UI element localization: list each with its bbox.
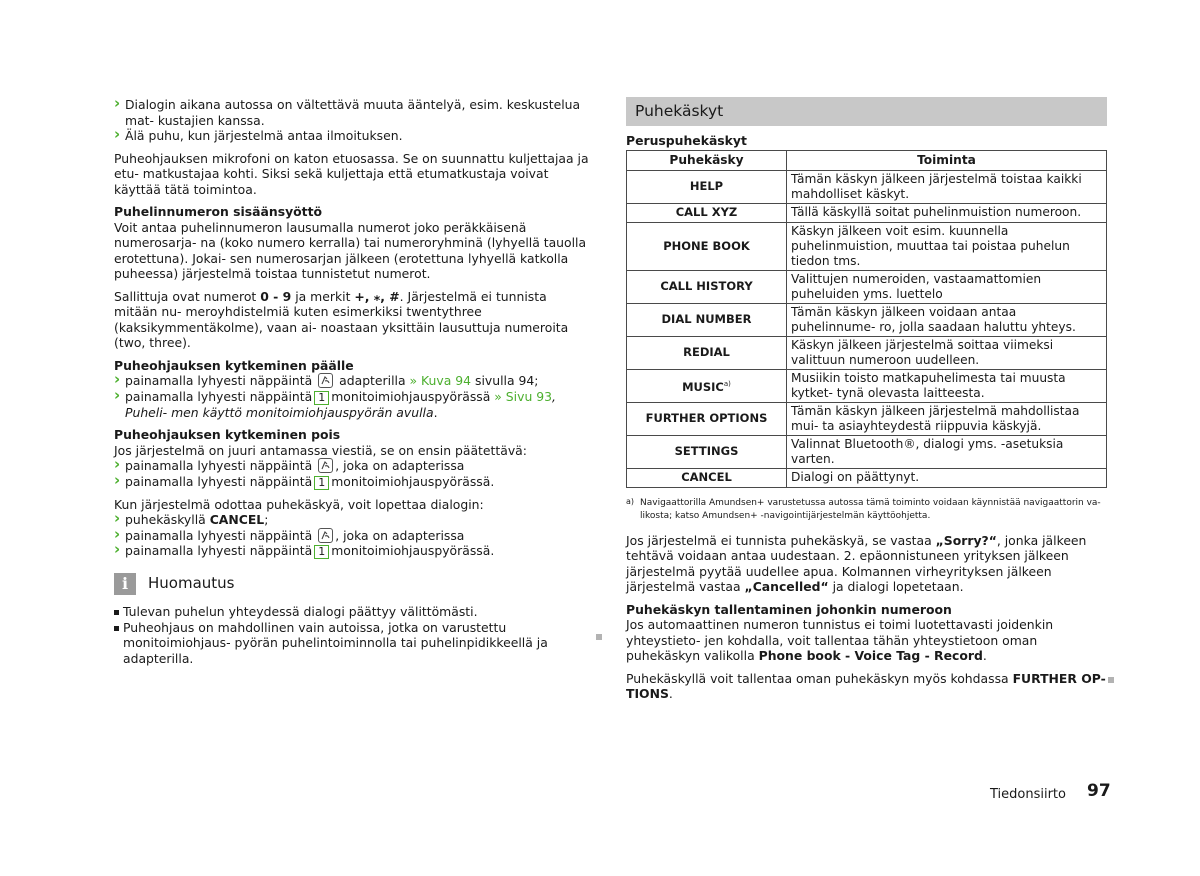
table-row xyxy=(627,203,1107,222)
list-item-text: painamalla lyhyesti näppäintä xyxy=(125,388,313,404)
paragraph-text: Puhekäskyllä voit tallentaa oman puhekäskyn myös kohdassa xyxy=(626,670,1013,686)
table-row xyxy=(627,222,1107,270)
table-row xyxy=(627,435,1107,468)
list-item-text: , joka on adapterissa xyxy=(335,527,465,543)
list-item xyxy=(114,512,594,528)
voice-on-heading: Puheohjauksen kytkeminen päälle xyxy=(114,357,354,373)
section-title: Puhekäskyt xyxy=(626,97,1107,126)
list-item-text: painamalla lyhyesti näppäintä xyxy=(125,473,313,489)
page-number: 97 xyxy=(1087,781,1111,801)
table-row xyxy=(627,369,1107,402)
command-name: DIAL NUMBER xyxy=(661,312,752,326)
list-item-text: painamalla lyhyesti näppäintä xyxy=(125,373,313,388)
save-paragraph xyxy=(626,617,1107,664)
command-cell xyxy=(627,203,787,222)
wheel-key-1: 1 xyxy=(314,545,329,559)
mic-paragraph: Puheohjauksen mikrofoni on katon etuosassa. Se on suunnattu kuljettajaa ja etu- matkustajaa kohti. Siksi sekä kuljettaja että etumatkustaja voivat käyttää tätä toimintoa. xyxy=(114,150,589,197)
list-item: › Dialogin aikana autossa on vältettävä muuta ääntelyä, esim. keskustelua mat- kustajien kanssa. xyxy=(114,97,594,128)
list-item-text: monitoimiohjauspyörässä. xyxy=(331,543,495,558)
description-cell: Valinnat Bluetooth®, dialogi yms. -asetuksia varten. xyxy=(787,435,1107,468)
note-list xyxy=(114,604,594,666)
command-cell xyxy=(627,369,787,402)
commands-table xyxy=(626,150,1107,488)
table-row xyxy=(627,468,1107,487)
off-intro: Jos järjestelmä on juuri antamassa viestiä, se on ensin päätettävä: xyxy=(114,442,527,458)
list-item-text: ; xyxy=(264,512,269,527)
list-item: › Älä puhu, kun järjestelmä antaa ilmoituksen. xyxy=(114,128,594,144)
description-cell: Tämän käskyn jälkeen järjestelmä mahdollistaa mui- ta asiayhteydestä riippuvia käskyjä. xyxy=(787,402,1107,435)
further-options-command: FURTHER OP- TIONS xyxy=(626,670,1106,701)
allowed-prefix: Sallittuja ovat numerot xyxy=(114,288,261,304)
paragraph-text: ja dialogi lopetetaan. xyxy=(828,579,964,594)
command-cell xyxy=(627,435,787,468)
list-item xyxy=(114,474,594,490)
command-name: CANCEL xyxy=(681,470,732,484)
list-item-text: puhekäskyllä xyxy=(125,512,210,527)
list-item-text: sivulla 94; xyxy=(474,373,539,388)
description-cell: Tämän käskyn jälkeen järjestelmä toistaa kaikki mahdolliset käskyt. xyxy=(787,170,1107,203)
command-name: REDIAL xyxy=(683,345,730,359)
link-title: , Puheli- men käyttö monitoimiohjauspyörän avulla xyxy=(125,388,556,420)
note-title: Huomautus xyxy=(148,574,235,593)
sorry-paragraph xyxy=(626,533,1107,595)
wheel-key-1: 1 xyxy=(314,476,329,490)
table-row xyxy=(627,303,1107,336)
phone-entry-heading: Puhelinnumeron sisäänsyöttö xyxy=(114,204,323,219)
description-cell: Dialogi on päättynyt. xyxy=(787,468,1107,487)
column-header: Puhekäsky xyxy=(627,150,787,170)
phone-entry-text: Voit antaa puhelinnumeron lausumalla numerot joko peräkkäisenä numerosarja- na (koko numero kerralla) tai numeroryhminä (lyhyellä tauolla erotettuna). Jokai- sen numerosarjan jälkeen (erotettuna lyhyellä katkolla puheessa) järjestelmä toistaa tunnistetut numerot. xyxy=(114,219,587,281)
table-row xyxy=(627,402,1107,435)
further-paragraph xyxy=(626,671,1107,702)
allowed-nums: 0 - 9 xyxy=(260,288,292,304)
paragraph-text: Jos järjestelmä ei tunnista puhekäskyä, se vastaa xyxy=(626,532,936,548)
voice-off-heading: Puheohjauksen kytkeminen pois xyxy=(114,427,341,442)
cancel-block xyxy=(114,497,594,560)
list-item-text: . xyxy=(433,404,438,420)
command-cell xyxy=(627,468,787,487)
info-icon: i xyxy=(114,573,136,595)
description-cell: Musiikin toisto matkapuhelimesta tai muusta kytket- tynä olevasta laitteesta. xyxy=(787,369,1107,402)
footnote-mark: a) xyxy=(626,496,635,506)
allowed-rest: . Järjestelmä ei tunnista mitään nu- meroyhdistelmiä kuten esimerkiksi twentythree (kaksikymmentäkolme), vaan ai- noastaan yksittäin lausuttuja numeroita (two, three). xyxy=(114,288,569,350)
list-item xyxy=(114,373,594,389)
footnote-ref: a) xyxy=(723,379,731,388)
column-header: Toiminta xyxy=(787,150,1107,170)
list-item xyxy=(114,389,594,421)
wait-intro: Kun järjestelmä odottaa puhekäskyä, voit lopettaa dialogin: xyxy=(114,496,484,512)
paragraph-text: Jos automaattinen numeron tunnistus ei toimi luotettavasti joidenkin yhteystieto- jen kohdalla, voit tallentaa tähän yhteystietoon oman puhekäskyn valikolla xyxy=(626,617,1054,663)
section-end-marker xyxy=(596,634,602,640)
paragraph-text: , jonka jälkeen tehtävä voidaan antaa uudestaan. 2. epäonnistuneen yrityksen jälkeen järjestelmä pyytää uudellee apua. Kolmannen virheyrityksen jälkeen järjestelmä vastaa xyxy=(626,532,1087,594)
paragraph-text: . xyxy=(982,648,987,663)
allowed-mid: ja merkit xyxy=(291,288,355,304)
menu-path: Phone book - Voice Tag - Record xyxy=(758,648,983,663)
page-link[interactable]: » Sivu 93 xyxy=(494,388,552,404)
cancelled-response: „Cancelled“ xyxy=(744,579,829,594)
command-cell xyxy=(627,336,787,369)
list-item-text: painamalla lyhyesti näppäintä xyxy=(125,527,313,543)
list-item-text: monitoimiohjauspyörässä. xyxy=(331,473,495,489)
command-cell xyxy=(627,270,787,303)
command-cell xyxy=(627,402,787,435)
allowed-paragraph xyxy=(114,289,594,351)
intro-bullets xyxy=(114,97,594,144)
left-column xyxy=(114,97,594,666)
command-cell xyxy=(627,170,787,203)
command-name: MUSIC xyxy=(682,379,724,394)
footnote-text: Navigaattorilla Amundsen+ varustetussa autossa tämä toiminto voidaan käynnistää navigaattorin va- likosta; katso Amundsen+ -navigointijärjestelmän käyttöohjetta. xyxy=(640,497,1101,521)
table-row xyxy=(627,270,1107,303)
description-cell: Valittujen numeroiden, vastaamattomien puheluiden yms. luettelo xyxy=(787,270,1107,303)
cancel-command: CANCEL xyxy=(209,512,265,527)
voice-key-icon xyxy=(318,373,333,388)
list-item xyxy=(114,528,594,544)
table-header-row xyxy=(627,150,1107,170)
list-item xyxy=(114,458,594,474)
description-cell: Käskyn jälkeen järjestelmä soittaa viimeksi valittuun numeroon uudelleen. xyxy=(787,336,1107,369)
description-cell: Käskyn jälkeen voit esim. kuunnella puhelinmuistion, muuttaa tai poistaa puhelun tiedon tms. xyxy=(787,222,1107,270)
paragraph-text: . xyxy=(668,686,673,701)
list-item-text: , joka on adapterissa xyxy=(335,458,465,473)
voice-key-icon xyxy=(318,528,333,543)
list-item-text: painamalla lyhyesti näppäintä xyxy=(125,543,313,558)
command-name: CALL HISTORY xyxy=(660,279,753,293)
list-item: Tulevan puhelun yhteydessä dialogi päättyy välittömästi. xyxy=(114,604,594,620)
allowed-chars: +, ⁎, # xyxy=(354,288,400,304)
right-column xyxy=(626,97,1107,709)
table-heading: Peruspuhekäskyt xyxy=(626,133,747,148)
voice-off-block xyxy=(114,443,594,490)
table-row xyxy=(627,336,1107,369)
wheel-key-1: 1 xyxy=(314,391,329,405)
voice-key-icon xyxy=(318,458,333,473)
command-name: HELP xyxy=(689,179,724,193)
command-cell xyxy=(627,222,787,270)
description-cell: Tällä käskyllä soitat puhelinmuistion numeroon. xyxy=(787,203,1107,222)
sorry-response: „Sorry?“ xyxy=(935,532,997,548)
save-heading: Puhekäskyn tallentaminen johonkin numeroon xyxy=(626,601,952,617)
command-name: FURTHER OPTIONS xyxy=(645,411,768,425)
command-cell xyxy=(627,303,787,336)
voice-on-list xyxy=(114,373,594,420)
section-end-marker xyxy=(1108,677,1114,683)
list-item: Puheohjaus on mahdollinen vain autoissa, jotka on varustettu monitoimiohjaus- pyörän puhelintoiminnolla tai puhelinpidikkeellä ja adapterilla. xyxy=(114,620,594,667)
description-cell: Tämän käskyn jälkeen voidaan antaa puhelinnume- ro, jolla saadaan haluttu yhteys. xyxy=(787,303,1107,336)
list-item-text: painamalla lyhyesti näppäintä xyxy=(125,458,313,473)
list-item-text: monitoimiohjauspyörässä xyxy=(331,388,491,404)
footnote xyxy=(626,497,1107,523)
list-item-text: adapterilla xyxy=(339,373,406,388)
command-name: SETTINGS xyxy=(674,444,739,458)
command-name: CALL XYZ xyxy=(675,205,738,219)
list-item xyxy=(114,543,594,559)
figure-link[interactable]: » Kuva 94 xyxy=(409,373,472,388)
footer-section-name: Tiedonsiirto xyxy=(990,787,1066,802)
command-name: PHONE BOOK xyxy=(663,238,750,253)
note-header xyxy=(114,573,594,595)
table-row xyxy=(627,170,1107,203)
